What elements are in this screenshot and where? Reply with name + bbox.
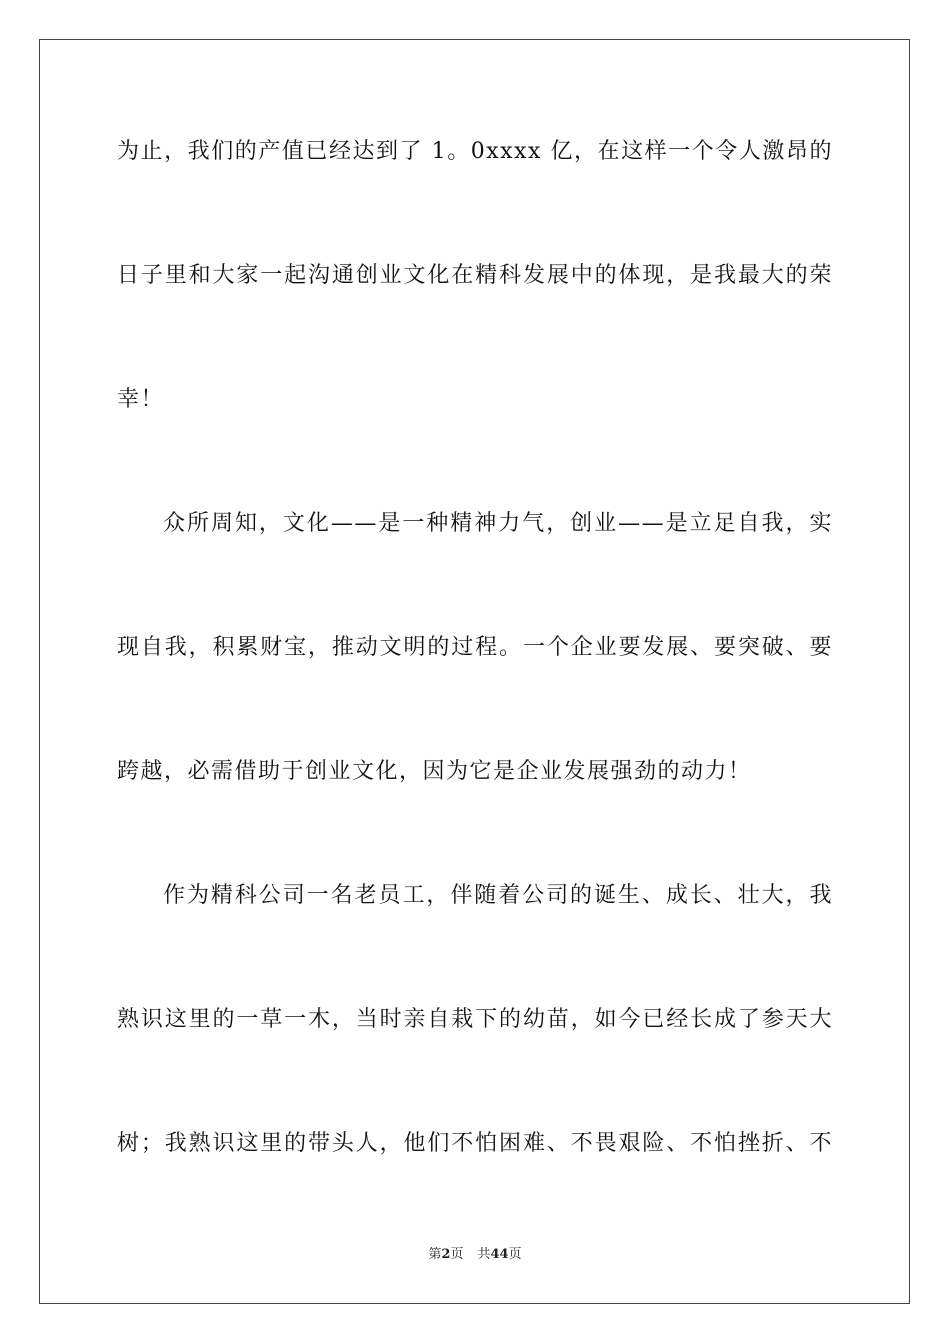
- text-line-7: 作为精科公司一名老员工，伴随着公司的诞生、成长、壮大，我: [163, 883, 833, 908]
- text-line-2: 日子里和大家一起沟通创业文化在精科发展中的体现，是我最大的荣: [117, 263, 833, 288]
- footer-page-prefix: 第: [428, 1247, 442, 1262]
- text-line-6: 跨越，必需借助于创业文化，因为它是企业发展强劲的动力！: [117, 759, 752, 784]
- page-border: [39, 39, 910, 1304]
- footer-total-pages: 44: [490, 1247, 509, 1262]
- footer-page-suffix: 页: [450, 1247, 464, 1262]
- footer-page-number: 2: [441, 1247, 451, 1262]
- text-line-9: 树；我熟识这里的带头人，他们不怕困难、不畏艰险、不怕挫折、不: [117, 1131, 833, 1156]
- text-line-4: 众所周知，文化——是一种精神力气，创业——是立足自我，实: [163, 511, 833, 536]
- page-footer: [0, 1246, 950, 1264]
- text-line-1: 为止，我们的产值已经达到了 1。0xxxx 亿，在这样一个令人激昂的: [117, 139, 833, 164]
- footer-total-prefix: 共: [477, 1247, 491, 1262]
- text-line-8: 熟识这里的一草一木，当时亲自栽下的幼苗，如今已经长成了参天大: [117, 1007, 833, 1032]
- text-line-5: 现自我，积累财宝，推动文明的过程。一个企业要发展、要突破、要: [117, 635, 833, 660]
- text-line-3: 幸！: [117, 387, 165, 412]
- footer-total-suffix: 页: [508, 1247, 522, 1262]
